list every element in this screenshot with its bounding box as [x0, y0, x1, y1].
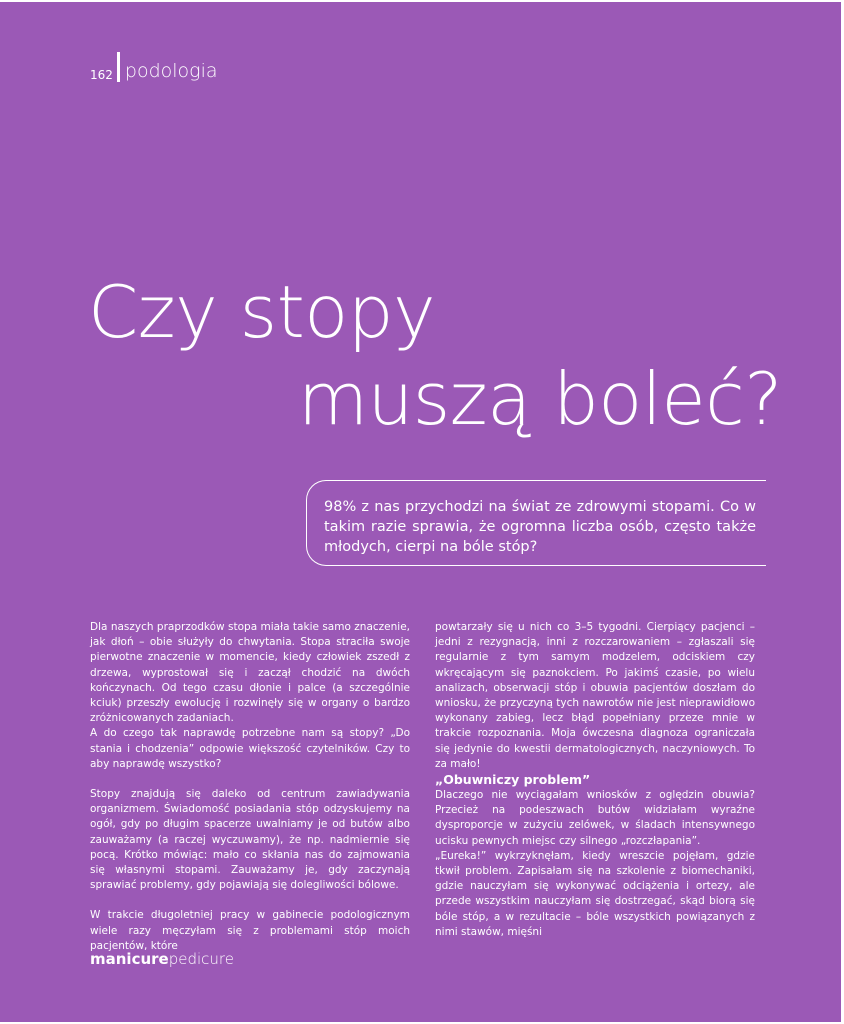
- logo-manicure: manicure: [90, 950, 169, 968]
- paragraph: „Eureka!” wykrzyknęłam, kiedy wreszcie pojęłam, gdzie tkwił problem. Zapisałam się na szkolenie z biomechaniki, gdzie nauczyłam się wykonywać odciążenia i ortezy, ale przede wszystkim nauczyłam się dostrzegać, skąd biorą się bóle stóp, a w rezultacie – bóle wszystkich powiązanych z nimi stawów, mięśni: [435, 849, 755, 938]
- paragraph: Dla naszych praprzodków stopa miała takie samo znaczenie, jak dłoń – obie służyły do chwytania. Stopa straciła swoje pierwotne znaczenie w momencie, kiedy człowiek zszedł z drzewa, wyprostował się i zaczął chodzić na dwóch kończynach. Od tego czasu dłonie i palce (a szczególnie kciuk) przeszły ewolucję i rozwinęły się w organy o bardzo zróżnicowanych zadaniach.: [90, 621, 410, 725]
- magazine-logo: [90, 950, 234, 968]
- paragraph: Stopy znajdują się daleko od centrum zawiadywania organizmem. Świadomość posiadania stóp odzyskujemy na ogół, gdy po długim spacerze uwalniamy je od butów albo zauważamy (a raczej wyczuwamy), że np. nadmiernie się pocą. Krótko mówiąc: mało co skłania nas do zajmowania się własnymi stopami. Zauważamy je, gdy zaczynają sprawiać problemy, gdy pojawiają się dolegliwości bólowe.: [90, 788, 410, 892]
- paragraph: powtarzały się u nich co 3–5 tygodni. Cierpiący pacjenci – jedni z rezygnacją, inni z rozczarowaniem – zgłaszali się regularnie z tym samym modzelem, odciskiem czy wkręcającym się paznokciem. Po jakimś czasie, po wielu analizach, obserwacji stóp i obuwia pacjentów doszłam do wniosku, że przyczyną tych nawrotów nie jest nieprawidłowo wykonany zabieg, lecz błąd popełniany przeze mnie w trakcie rozpoznania. Moja ówczesna diagnoza ograniczała się jedynie do kwestii dermatologicznych, naczyniowych. To za mało!: [435, 621, 755, 770]
- page-number: 162: [90, 68, 113, 82]
- paragraph: Dlaczego nie wyciągałam wniosków z oględzin obuwia? Przecież na podeszwach butów widziałam wyraźne dysproporcje w zużyciu zelówek, w śladach intensywnego ucisku pewnych miejsc czy silnego „rozczłapania”.: [435, 789, 755, 847]
- page-header: [90, 52, 218, 82]
- article-title-line-1: Czy stopy: [88, 270, 436, 354]
- magazine-page: [0, 2, 841, 1022]
- article-column-right: [435, 620, 755, 940]
- article-title-line-2: muszą boleć?: [298, 357, 782, 441]
- lead-text: 98% z nas przychodzi na świat ze zdrowymi stopami. Co w takim razie sprawia, że ogromna liczba osób, często także młodych, cierpi na bóle stóp?: [324, 499, 756, 555]
- subheading: „Obuwniczy problem”: [435, 772, 591, 788]
- header-divider: [117, 52, 120, 82]
- paragraph: A do czego tak naprawdę potrzebne nam są stopy? „Do stania i chodzenia” odpowie większość czytelników. Czy to aby naprawdę wszystko?: [90, 727, 410, 770]
- logo-pedicure: pedicure: [168, 950, 234, 968]
- paragraph: W trakcie długoletniej pracy w gabinecie podologicznym wiele razy męczyłam się z problemami stóp moich pacjentów, które: [90, 909, 410, 952]
- section-name: podologia: [124, 60, 218, 82]
- article-column-left: [90, 620, 410, 954]
